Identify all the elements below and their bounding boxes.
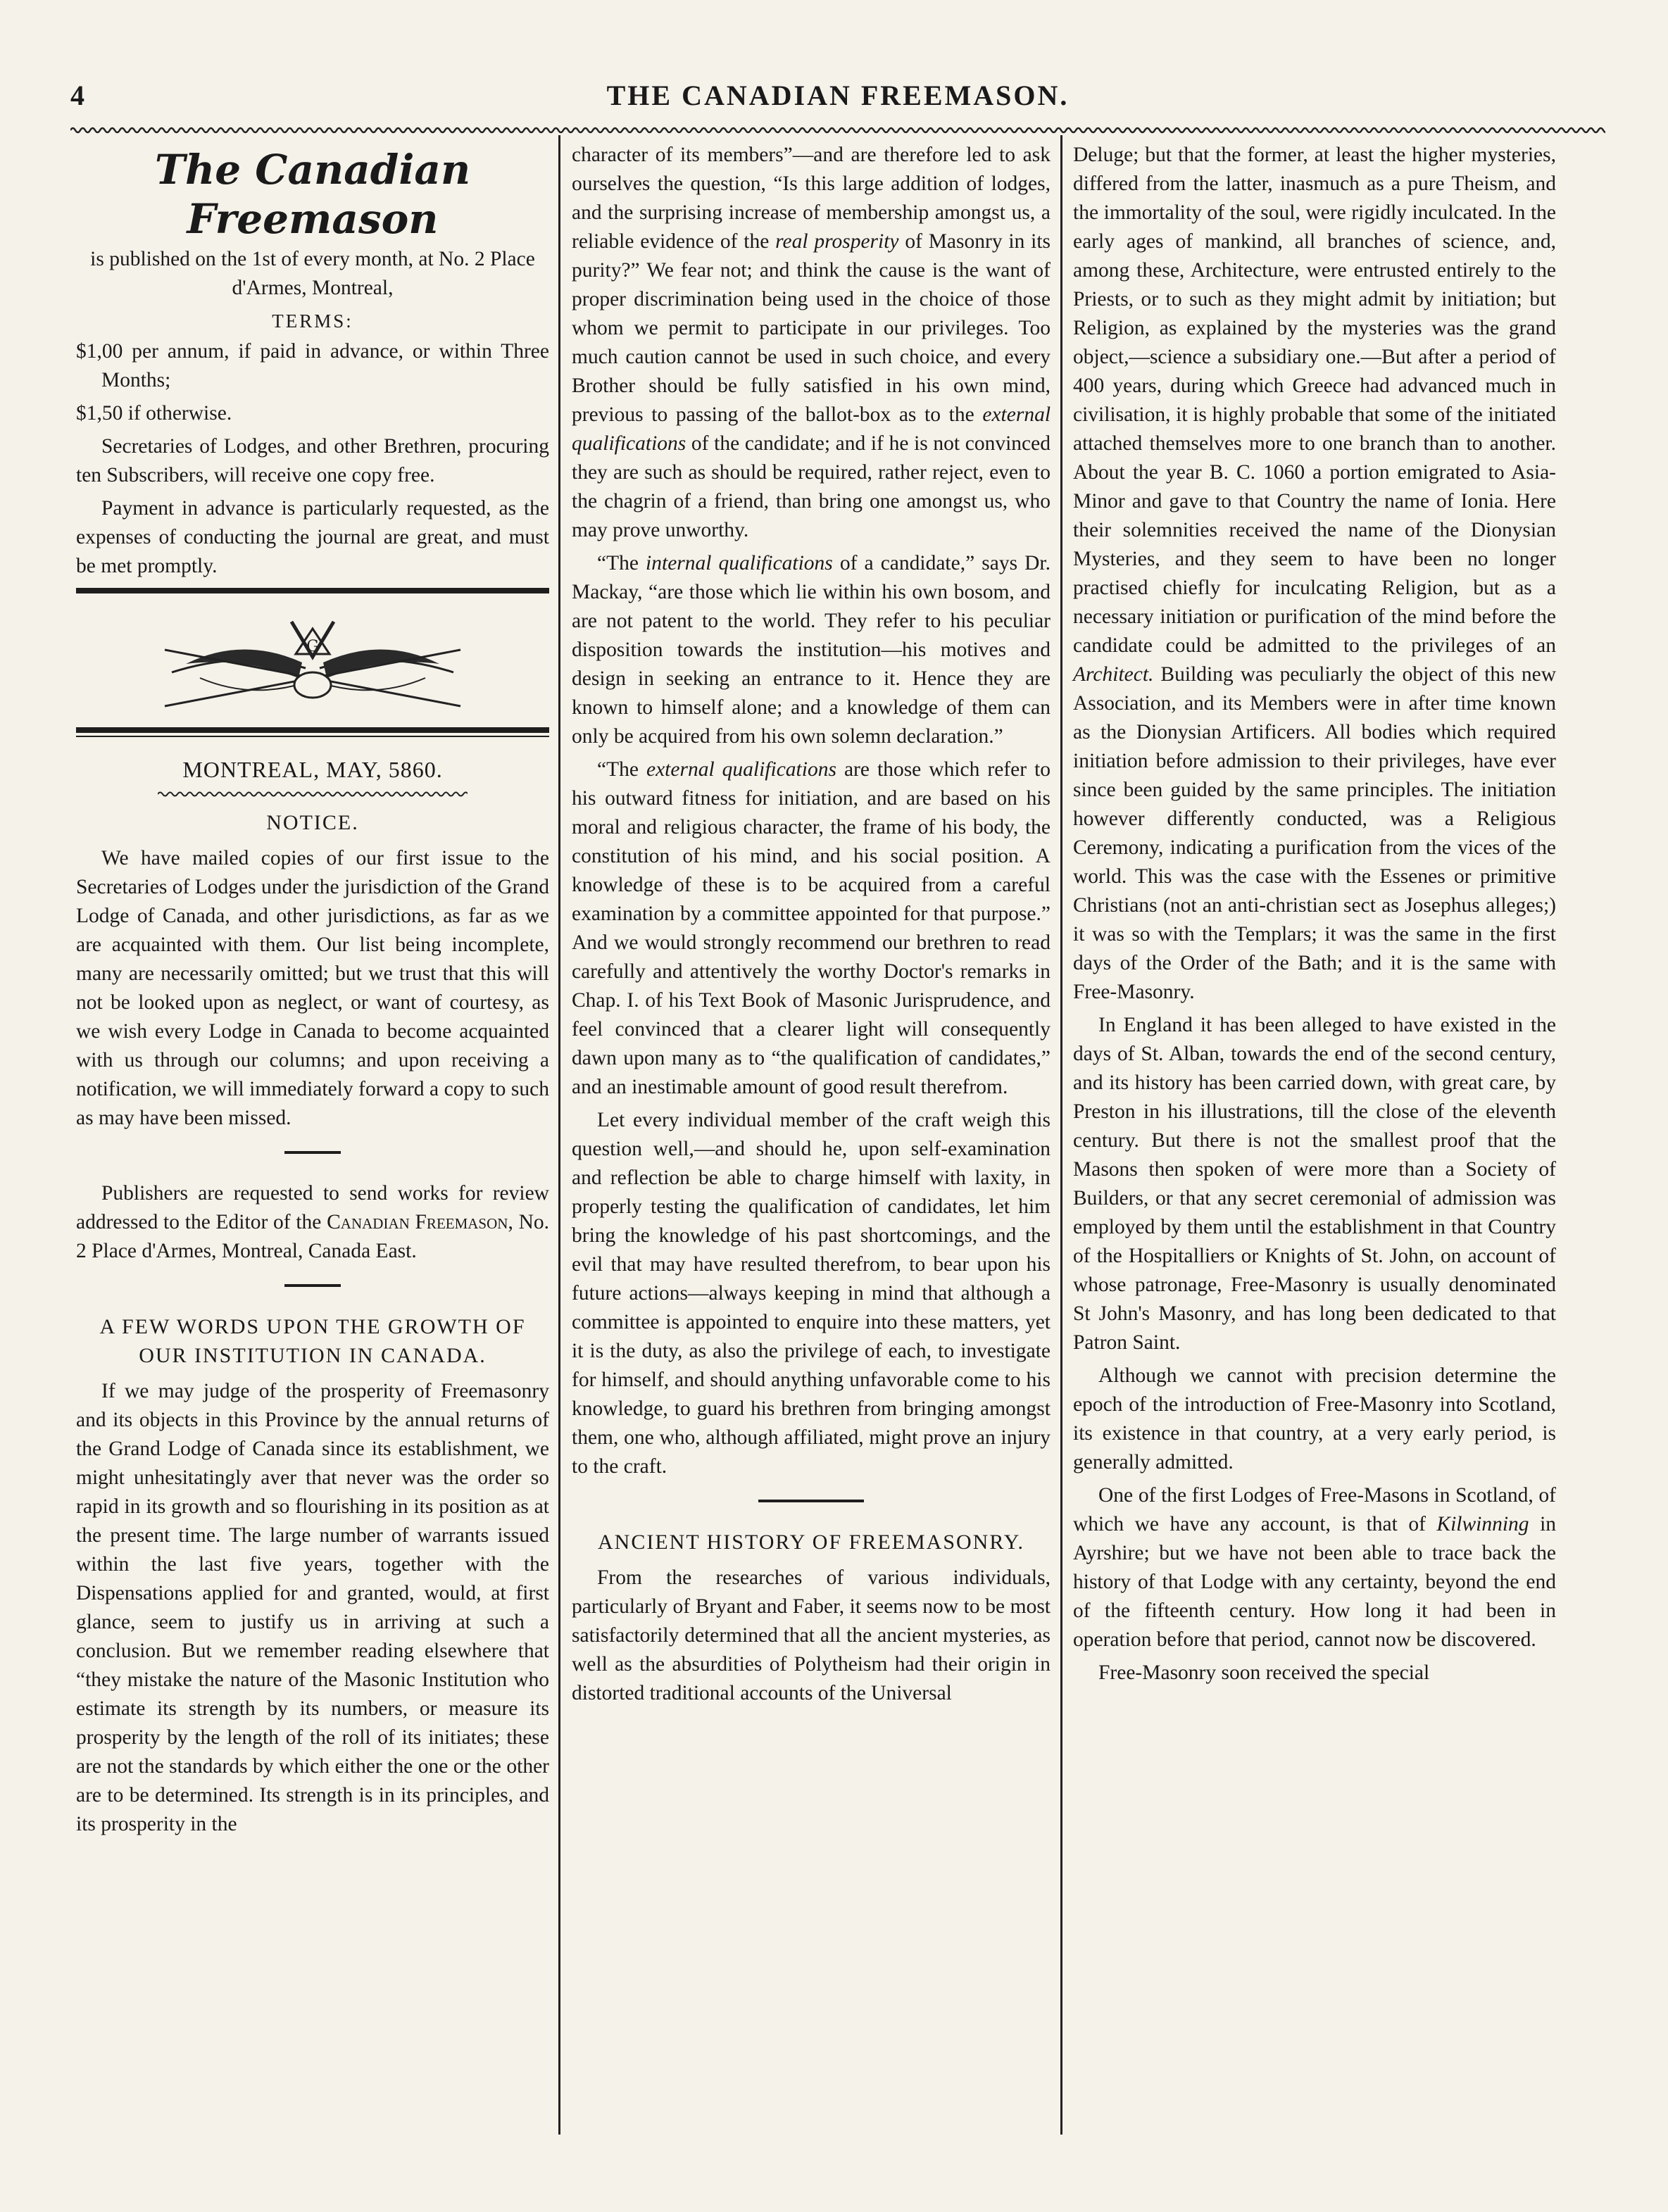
running-title: THE CANADIAN FREEMASON.	[606, 80, 1070, 111]
short-rule	[758, 1500, 864, 1502]
publication-name: Canadian Freemason	[327, 1211, 508, 1233]
publication-intro: is published on the 1st of every month, at No. 2 Place d'Armes, Montreal,	[90, 248, 535, 299]
emphasis: internal qualifications	[646, 552, 833, 574]
column-left	[76, 141, 549, 1843]
svg-text:G: G	[306, 638, 319, 655]
text-run: character of its members”—and are therefore led to ask ourselves the question, “Is this large addition of lodges, and the surprising increase of membership amongst us, a reliable evidence of the	[572, 144, 1051, 253]
growth-heading: A FEW WORDS UPON THE GROWTH OF OUR INSTITUTION IN CANADA.	[99, 1315, 526, 1367]
page-number: 4	[70, 80, 84, 111]
column-rule-right	[1060, 135, 1062, 2135]
column-middle	[572, 141, 1051, 1712]
text-run: in Ayrshire; but we have not been able to trace back the history of that Lodge with any certainty, beyond the end of the fifteenth century. How long it had been in operation before that period, cannot now be discovered.	[1073, 1513, 1557, 1651]
text-run: of Masonry in its purity?” We fear not; and think the cause is the want of proper discrimination being used in the choice of those whom we permit to participate in our privileges. Too much caution cannot be used in such choice, and every Brother should be fully satisfied in his own mind, previous to passing of the ballot-box as to the	[572, 230, 1051, 426]
publishers-text: Publishers are requested to send works for review addressed to the Editor of the	[76, 1182, 549, 1233]
short-rule	[284, 1284, 341, 1287]
emphasis: external qualifications	[646, 758, 836, 781]
text-run: “The	[597, 758, 639, 781]
notice-heading: NOTICE.	[266, 811, 359, 834]
growth-article-body: If we may judge of the prosperity of Freemasonry and its objects in this Province by the annual returns of the Grand Lodge of Canada since its establishment, we might unhesitatingly aver that never was the order so rapid in its growth and so flourishing in its position as at the present time. The large number of warrants issued within the last five years, together with the Dispensations applied for and granted, would, at first glance, seem to justify us in arriving at such a conclusion. But we remember reading elsewhere that “they mistake the nature of the Masonic Institution who estimate its strength by its numbers, or measure its prosperity by the length of the roll of its initiates; these are not the standards by which either the one or the other are to be determined. Its strength is in its principles, and its prosperity in the	[76, 1380, 549, 1835]
publishers-notice	[76, 1179, 549, 1266]
ancient-history-body: From the researches of various individuals, particularly of Bryant and Faber, it seems now to be most satisfactorily determined that all the ancient mysteries, as well as the absurdities of Polytheism had their origin in distorted traditional accounts of the Universal	[572, 1566, 1051, 1704]
column-rule-left	[558, 135, 560, 2135]
text-run: Deluge; but that the former, at least the higher mysteries, differed from the latter, inasmuch as a pure Theism, and the immortality of the soul, were rigidly inculcated. In the early ages of mankind, all branches of science, and, among these, Architecture, were entrusted entirely to the Priests, or to such as they might admit by initiation; but Religion, as explained by the mysteries was the grand object,—science a subsidiary one.—But after a period of 400 years, during which Greece had advanced much in civilisation, it is highly probable that some of the initiated attached themselves more to one branch than to another. About the year B. C. 1060 a portion emigrated to Asia-Minor and gave to that Country the name of Ionia. Here their solemnities received the name of the Dionysian Mysteries, and they seem to have been no longer practised chiefly for inculcating Religion, but as a necessary initiation or purification of the mind before the candidate could be admitted to the privileges of an	[1073, 144, 1556, 657]
term-advance: $1,00 per annum, if paid in advance, or within Three Months;	[76, 340, 549, 391]
ancient-history-heading: ANCIENT HISTORY OF FREEMASONRY.	[598, 1531, 1024, 1554]
term-otherwise: $1,50 if otherwise.	[76, 402, 232, 425]
wavy-header-rule	[70, 125, 1605, 135]
emphasis: Kilwinning	[1436, 1513, 1529, 1535]
publishers-address: , No. 2 Place d'Armes, Montreal, Canada East.	[76, 1211, 549, 1262]
growth-article-continued	[572, 141, 1051, 545]
secretaries-notice: Secretaries of Lodges, and other Brethren, procuring ten Subscribers, will receive one copy free.	[76, 435, 549, 486]
terms-heading: TERMS:	[272, 310, 353, 332]
dateline: MONTREAL, MAY, 5860.	[182, 757, 443, 782]
thick-rule	[76, 727, 549, 733]
emphasis: real prosperity	[775, 230, 899, 253]
england-paragraph: In England it has been alleged to have existed in the days of St. Alban, towards the end of the second century, and its history has been carried down, with great care, by Preston in his illustrations, till the close of the eleventh century. But there is not the smallest proof that the Masons then spoken of were more than a Society of Builders, or that any secret ceremonial of admission was employed by them until the establishment in that Country of the Hospitalliers or Knights of St. John, on account of whose patronage, Free-Masonry is usually denominated St John's Masonry, and has long been dedicated to that Patron Saint.	[1073, 1014, 1556, 1354]
text-run: Building was peculiarly the object of this new Association, and its Members were in after time known as the Dionysian Artificers. All bodies which required initiation before admission to their privileges, have ever since been guided by the same principles. The initiation however differently conducted, was a Religious Ceremony, indicating a purification from the vices of the world. This was the case with the Essenes or primitive Christians (not an anti-christian sect as Josephus alleges;) it was so with the Templars; it was the same in the first days of the Order of the Bath; and it is the same with Free-Masonry.	[1073, 663, 1557, 1003]
mackay-quote-internal	[572, 549, 1051, 751]
mackay-quote-external	[572, 755, 1051, 1102]
text-run: One of the first Lodges of Free-Masons in Scotland, of which we have any account, is that of	[1073, 1484, 1556, 1535]
running-head	[70, 79, 1605, 121]
short-rule	[284, 1151, 341, 1154]
notice-body: We have mailed copies of our first issue to the Secretaries of Lodges under the jurisdiction of the Grand Lodge of Canada, and other jurisdictions, as far as we are acquainted with them. Our list being incomplete, many are necessarily omitted; but we trust that this will not be looked upon as neglect, or want of courtesy, as we wish every Lodge in Canada to become acquainted with us through our columns; and upon receiving a notification, we will immediately forward a copy to such as may have been missed.	[76, 847, 549, 1129]
column-right	[1073, 141, 1556, 1692]
emphasis: external qualifications	[572, 403, 1051, 455]
scotland-paragraph: Although we cannot with precision determine the epoch of the introduction of Free-Masonry into Scotland, its existence in that country, at a very early period, is generally admitted.	[1073, 1364, 1556, 1473]
kilwinning-paragraph	[1073, 1481, 1556, 1654]
emphasis: Architect.	[1073, 663, 1154, 686]
craft-paragraph: Let every individual member of the craft weigh this question well,—and should he, upon self-examination and reflection be able to charge himself with laxity, in properly testing the qualification of candidates, let him bring the knowledge of his past shortcomings, and the evil that may have resulted therefrom, to bear upon his future actions—always keeping in mind that although a committee is appointed to enquire into these matters, yet it is the duty, as also the privilege of each, to investigate for himself, and should anything unfavorable come to his knowledge, to guard his brethren from bringing amongst them, one who, although affiliated, might prove an injury to the craft.	[572, 1109, 1051, 1478]
thin-rule	[76, 736, 549, 737]
ancient-history-continued	[1073, 141, 1556, 1007]
text-run: of a candidate,” says Dr. Mackay, “are those which lie within his own bosom, and are not patent to the world. They refer to his peculiar disposition towards the institution—his motives and design in seeking an entrance to it. Hence they are known to himself alone; and a knowledge of them can only be acquired from his own solemn declaration.”	[572, 552, 1051, 748]
payment-notice: Payment in advance is particularly requested, as the expenses of conducting the journal are great, and must be met promptly.	[76, 497, 549, 577]
text-run: are those which refer to his outward fitness for initiation, and are based on his moral and religious character, the frame of his body, the constitution of his mind, and his social position. A knowledge of these is to be acquired from a careful examination by a committee appointed for that purpose.” And we would strongly recommend our brethren to read carefully and attentively the worthy Doctor's remarks in Chap. I. of his Text Book of Masonic Jurisprudence, and feel convinced that a clearer light will consequently dawn upon many as to “the qualification of candidates,” and an inestimable amount of good result therefrom.	[572, 758, 1051, 1098]
thick-rule	[76, 588, 549, 593]
masonic-emblem-icon	[158, 608, 468, 720]
special-paragraph: Free-Masonry soon received the special	[1098, 1661, 1430, 1684]
text-run: “The	[597, 552, 639, 574]
wavy-separator	[158, 790, 468, 798]
text-run: of the candidate; and if he is not convinced they are such as should be required, rather reject, even to the chagrin of a friend, than bring one amongst us, who may prove unworthy.	[572, 432, 1051, 541]
masthead: The Canadian Freemason	[154, 146, 471, 243]
